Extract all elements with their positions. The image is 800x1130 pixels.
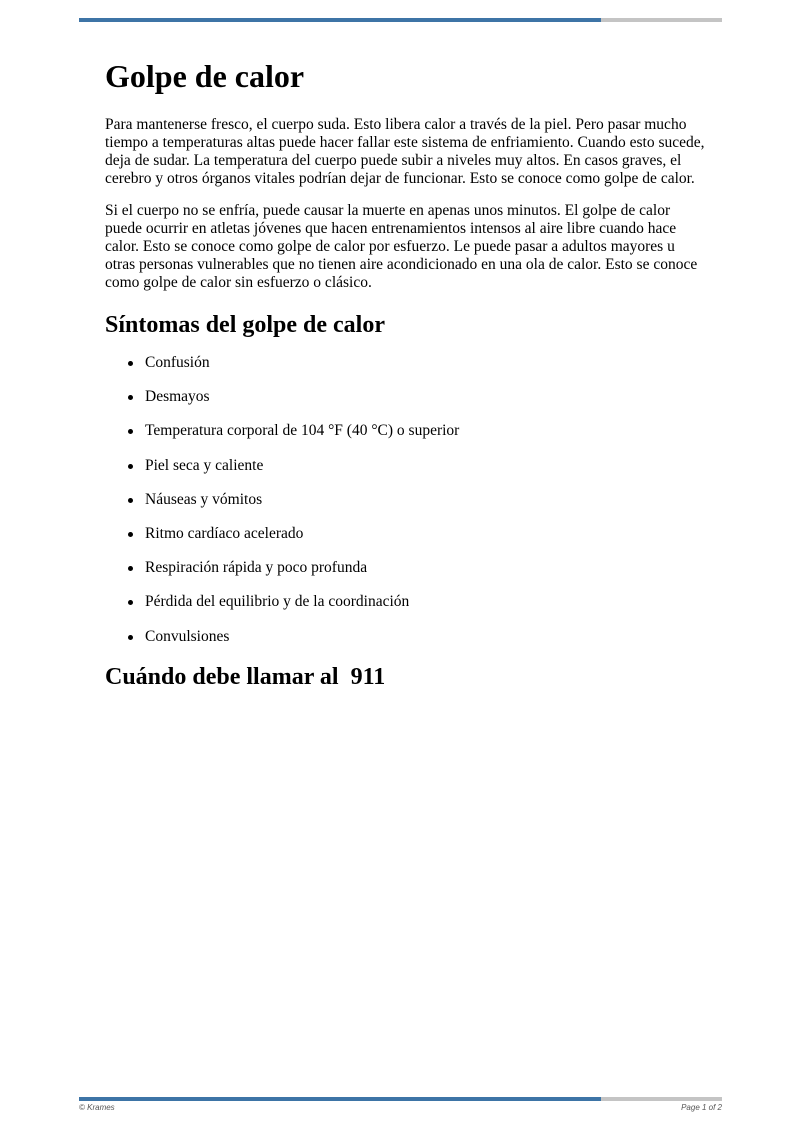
symptom-item xyxy=(145,388,705,406)
page-number: Page 1 of 2 xyxy=(681,1103,722,1112)
bullet-icon xyxy=(128,600,133,605)
top-divider-accent xyxy=(79,18,601,22)
bottom-divider-bar xyxy=(79,1097,722,1101)
symptom-text: Convulsiones xyxy=(145,627,230,645)
bullet-icon xyxy=(128,361,133,366)
symptom-text: Náuseas y vómitos xyxy=(145,490,263,508)
document-body xyxy=(105,56,705,706)
symptom-item xyxy=(145,422,705,440)
bottom-divider-accent xyxy=(79,1097,601,1101)
top-divider-gray xyxy=(601,18,722,22)
bullet-icon xyxy=(128,395,133,400)
top-divider-bar xyxy=(79,18,722,22)
intro-paragraph-1: Para mantenerse fresco, el cuerpo suda. Esto libera calor a través de la piel. Pero pasar mucho tiempo a temperaturas altas puede hacer fallar este sistema de enfriamiento. Cuando esto sucede, deja de sudar. La temperatura del cuerpo puede subir a niveles muy altos. En casos graves, el cerebro y otros órganos vitales podrían dejar de funcionar. Esto se conoce como golpe de calor. xyxy=(105,116,705,187)
symptom-text: Temperatura corporal de 104 °F (40 °C) o superior xyxy=(145,422,460,440)
symptom-text: Ritmo cardíaco acelerado xyxy=(145,524,304,542)
bullet-icon xyxy=(128,429,133,434)
bullet-icon xyxy=(128,532,133,537)
symptom-item xyxy=(145,457,705,475)
symptom-item xyxy=(145,628,705,646)
symptom-text: Confusión xyxy=(145,354,210,371)
bullet-icon xyxy=(128,566,133,571)
bottom-divider-gray xyxy=(601,1097,722,1101)
intro-paragraph-2: Si el cuerpo no se enfría, puede causar la muerte en apenas unos minutos. El golpe de calor puede ocurrir en atletas jóvenes que hacen entrenamientos intensos al aire libre cuando hace calor. Esto se conoce como golpe de calor por esfuerzo. Le puede pasar a adultos mayores u otras personas vulnerables que no tienen aire acondicionado en una ola de calor. Esto se conoce como golpe de calor sin esfuerzo o clásico. xyxy=(105,202,698,291)
call-911-heading: Cuándo debe llamar al 911 xyxy=(105,663,386,690)
symptom-item xyxy=(145,559,705,577)
bullet-icon xyxy=(128,464,133,469)
symptom-text: Respiración rápida y poco profunda xyxy=(145,559,368,577)
symptom-text: Piel seca y caliente xyxy=(145,456,264,474)
symptoms-list xyxy=(105,354,705,646)
symptom-text: Desmayos xyxy=(145,388,210,406)
symptom-item xyxy=(145,354,705,372)
bullet-icon xyxy=(128,635,133,640)
page-title: Golpe de calor xyxy=(105,58,305,94)
symptom-text: Pérdida del equilibrio y de la coordinación xyxy=(145,593,410,611)
symptom-item xyxy=(145,491,705,509)
symptom-item xyxy=(145,593,705,611)
symptom-item xyxy=(145,525,705,543)
symptoms-heading: Síntomas del golpe de calor xyxy=(105,312,385,338)
copyright-text: © Krames xyxy=(79,1103,115,1112)
bullet-icon xyxy=(128,498,133,503)
page-footer xyxy=(79,1103,722,1112)
